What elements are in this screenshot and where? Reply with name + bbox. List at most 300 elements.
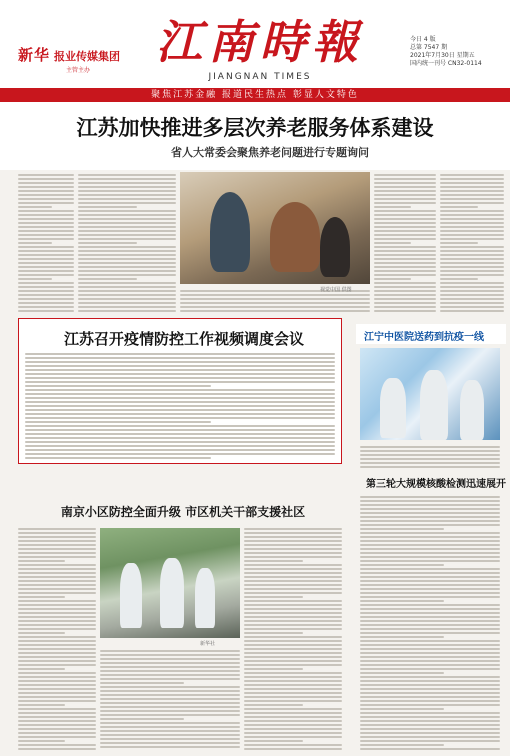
second-body-col3: [244, 526, 342, 750]
publisher-sub: 主管主办: [66, 67, 91, 74]
body-text-line: [244, 656, 342, 658]
body-text-line: [25, 437, 335, 439]
body-text-line: [360, 528, 444, 530]
body-text-line: [18, 624, 96, 626]
body-text-line: [78, 214, 176, 216]
body-text-line: [360, 680, 500, 682]
body-text-line: [360, 632, 500, 634]
body-text-line: [360, 692, 500, 694]
body-text-line: [100, 742, 240, 744]
body-text-line: [244, 720, 342, 722]
body-text-line: [78, 282, 176, 284]
body-text-line: [360, 628, 500, 630]
body-text-line: [440, 222, 504, 224]
body-text-line: [374, 274, 436, 276]
body-text-line: [18, 576, 96, 578]
body-text-line: [18, 302, 74, 304]
body-text-line: [360, 736, 500, 738]
body-text-line: [244, 716, 342, 718]
body-text-line: [244, 748, 342, 750]
body-text-line: [18, 306, 74, 308]
body-text-line: [360, 724, 500, 726]
body-text-line: [18, 246, 74, 248]
issue-date: 2021年7月30日 星期五: [410, 52, 475, 59]
body-text-line: [440, 290, 504, 292]
body-text-line: [440, 218, 504, 220]
newspaper-title-en: JIANGNAN TIMES: [208, 72, 312, 82]
community-photo: [100, 528, 240, 638]
body-text-line: [360, 660, 500, 662]
body-text-line: [440, 194, 504, 196]
body-text-line: [25, 353, 335, 355]
body-text-line: [78, 298, 176, 300]
body-text-line: [78, 278, 137, 280]
body-text-line: [25, 397, 335, 399]
body-text-line: [18, 238, 74, 240]
body-text-line: [244, 648, 342, 650]
body-text-line: [78, 286, 176, 288]
body-text-line: [360, 504, 500, 506]
body-text-line: [244, 644, 342, 646]
issue-code: 国内统一刊号 CN32-0114: [410, 60, 482, 67]
publisher-logo: [18, 44, 138, 74]
body-text-line: [25, 405, 335, 407]
body-text-line: [25, 425, 335, 427]
body-text-line: [18, 258, 74, 260]
body-text-line: [244, 640, 342, 642]
body-text-line: [374, 206, 411, 208]
body-text-line: [18, 696, 96, 698]
body-text-line: [360, 532, 500, 534]
body-text-line: [440, 190, 504, 192]
body-text-line: [78, 194, 176, 196]
body-text-line: [18, 748, 96, 750]
body-text-line: [100, 718, 184, 720]
body-text-line: [100, 714, 240, 716]
body-text-line: [18, 580, 96, 582]
body-text-line: [100, 746, 240, 748]
body-text-line: [360, 450, 500, 452]
body-text-line: [18, 712, 96, 714]
body-text-line: [18, 600, 96, 602]
body-text-line: [360, 620, 500, 622]
body-text-line: [360, 564, 444, 566]
body-text-line: [78, 230, 176, 232]
body-text-line: [100, 686, 240, 688]
body-text-line: [360, 712, 500, 714]
body-text-line: [18, 568, 96, 570]
second-body-col2: [100, 648, 240, 750]
body-text-line: [374, 198, 436, 200]
body-text-line: [18, 274, 74, 276]
body-text-line: [244, 596, 303, 598]
body-text-line: [244, 600, 342, 602]
body-text-line: [18, 664, 96, 666]
body-text-line: [440, 270, 504, 272]
body-text-line: [374, 250, 436, 252]
body-text-line: [360, 740, 500, 742]
body-text-line: [360, 720, 500, 722]
boxed-title[interactable]: 江苏召开疫情防控工作视频调度会议: [63, 330, 304, 348]
elderly-care-photo: [180, 172, 370, 284]
body-text-line: [244, 552, 342, 554]
body-text-line: [25, 393, 335, 395]
body-text-line: [100, 666, 240, 668]
body-text-line: [360, 580, 500, 582]
body-text-line: [18, 612, 96, 614]
body-text-line: [18, 628, 96, 630]
body-text-line: [18, 668, 65, 670]
body-text-line: [18, 222, 74, 224]
body-text-line: [78, 190, 176, 192]
body-text-line: [18, 648, 96, 650]
newspaper-title: 江南時報: [156, 15, 364, 69]
body-text-line: [360, 728, 500, 730]
body-text-line: [180, 302, 370, 304]
body-text-line: [100, 730, 240, 732]
body-text-line: [18, 174, 74, 176]
body-text-line: [374, 202, 436, 204]
side-article-2-title[interactable]: 第三轮大规模核酸检测迅速展开: [366, 479, 506, 490]
body-text-line: [360, 600, 444, 602]
body-text-line: [25, 369, 335, 371]
body-text-line: [18, 278, 52, 280]
body-text-line: [78, 266, 176, 268]
body-text-line: [374, 190, 436, 192]
body-text-line: [360, 688, 500, 690]
body-text-line: [18, 262, 74, 264]
body-text-line: [360, 656, 500, 658]
body-text-line: [244, 636, 342, 638]
body-text-line: [18, 560, 65, 562]
body-text-line: [18, 286, 74, 288]
body-text-line: [374, 218, 436, 220]
issue-number: 总第 7547 期: [410, 44, 448, 51]
body-text-line: [78, 206, 137, 208]
body-text-line: [360, 648, 500, 650]
lead-body-col4: [374, 172, 436, 312]
body-text-line: [25, 441, 335, 443]
body-text-line: [18, 708, 96, 710]
body-text-line: [440, 274, 504, 276]
body-text-line: [374, 266, 436, 268]
body-text-line: [18, 230, 74, 232]
body-text-line: [18, 684, 96, 686]
body-text-line: [100, 734, 240, 736]
body-text-line: [374, 194, 436, 196]
body-text-line: [360, 572, 500, 574]
body-text-line: [18, 584, 96, 586]
body-text-line: [25, 429, 335, 431]
body-text-line: [18, 704, 65, 706]
body-text-line: [18, 528, 96, 530]
body-text-line: [100, 682, 184, 684]
body-text-line: [360, 684, 500, 686]
body-text-line: [18, 294, 74, 296]
body-text-line: [440, 254, 504, 256]
body-text-line: [360, 524, 500, 526]
body-text-line: [360, 696, 500, 698]
body-text-line: [78, 226, 176, 228]
body-text-line: [374, 178, 436, 180]
body-text-line: [360, 592, 500, 594]
body-text-line: [244, 664, 342, 666]
body-text-line: [360, 560, 500, 562]
body-text-line: [18, 596, 65, 598]
body-text-line: [360, 704, 500, 706]
body-text-line: [18, 556, 96, 558]
body-text-line: [440, 302, 504, 304]
body-text-line: [78, 302, 176, 304]
body-text-line: [18, 636, 96, 638]
body-text-line: [440, 178, 504, 180]
body-text-line: [440, 210, 504, 212]
body-text-line: [440, 278, 478, 280]
body-text-line: [100, 674, 240, 676]
boxed-article: [18, 318, 342, 464]
body-text-line: [244, 532, 342, 534]
issue-pages: 今日 4 版: [410, 36, 436, 43]
body-text-line: [18, 310, 74, 312]
body-text-line: [78, 306, 176, 308]
lead-title[interactable]: 江苏加快推进多层次养老服务体系建设: [76, 115, 434, 140]
body-text-line: [374, 242, 411, 244]
body-text-line: [374, 182, 436, 184]
body-text-line: [374, 302, 436, 304]
body-text-line: [244, 580, 342, 582]
body-text-line: [18, 254, 74, 256]
body-text-line: [360, 446, 500, 448]
body-text-line: [18, 198, 74, 200]
body-text-line: [360, 708, 444, 710]
body-text-line: [25, 381, 335, 383]
body-text-line: [100, 670, 240, 672]
body-text-line: [360, 604, 500, 606]
body-text-line: [244, 680, 342, 682]
body-text-line: [18, 206, 52, 208]
body-text-line: [18, 652, 96, 654]
body-text-line: [18, 234, 74, 236]
body-text-line: [374, 226, 436, 228]
body-text-line: [360, 640, 500, 642]
body-text-line: [244, 564, 342, 566]
body-text-line: [78, 258, 176, 260]
body-text-line: [360, 644, 500, 646]
body-text-line: [78, 310, 176, 312]
body-text-line: [18, 194, 74, 196]
body-text-line: [18, 572, 96, 574]
body-text-line: [100, 722, 240, 724]
body-text-line: [78, 290, 176, 292]
body-text-line: [18, 266, 74, 268]
body-text-line: [18, 620, 96, 622]
body-text-line: [18, 688, 96, 690]
body-text-line: [244, 700, 342, 702]
body-text-line: [360, 520, 500, 522]
body-text-line: [360, 716, 500, 718]
body-text-line: [244, 612, 342, 614]
body-text-line: [244, 544, 342, 546]
side-article-1-body: [360, 444, 500, 468]
body-text-line: [374, 186, 436, 188]
hospital-photo: [360, 348, 500, 440]
body-text-line: [440, 266, 504, 268]
body-text-line: [440, 230, 504, 232]
body-text-line: [180, 298, 370, 300]
body-text-line: [25, 357, 335, 359]
body-text-line: [374, 282, 436, 284]
body-text-line: [18, 720, 96, 722]
body-text-line: [244, 688, 342, 690]
body-text-line: [18, 744, 96, 746]
body-text-line: [25, 377, 335, 379]
body-text-line: [18, 592, 96, 594]
body-text-line: [244, 652, 342, 654]
body-text-line: [78, 218, 176, 220]
body-text-line: [78, 198, 176, 200]
body-text-line: [360, 458, 500, 460]
second-title[interactable]: 南京小区防控全面升级 市区机关干部支援社区: [60, 505, 306, 519]
body-text-line: [78, 254, 176, 256]
second-headline-area: [18, 500, 342, 522]
body-text-line: [440, 182, 504, 184]
body-text-line: [100, 726, 240, 728]
body-text-line: [440, 310, 504, 312]
body-text-line: [360, 596, 500, 598]
body-text-line: [374, 294, 436, 296]
body-text-line: [100, 702, 240, 704]
body-text-line: [244, 684, 342, 686]
body-text-line: [25, 413, 335, 415]
body-text-line: [18, 616, 96, 618]
body-text-line: [360, 668, 500, 670]
body-text-line: [360, 608, 500, 610]
body-text-line: [440, 186, 504, 188]
body-text-line: [440, 198, 504, 200]
body-text-line: [78, 174, 176, 176]
body-text-line: [440, 306, 504, 308]
body-text-line: [360, 544, 500, 546]
body-text-line: [360, 676, 500, 678]
side-article-1-title[interactable]: 江宁中医院送药到抗疫一线: [364, 332, 484, 343]
publisher-logo-mark: 新华: [18, 46, 51, 64]
body-text-line: [18, 250, 74, 252]
body-text-line: [18, 700, 96, 702]
body-text-line: [100, 706, 240, 708]
body-text-line: [100, 694, 240, 696]
body-text-line: [78, 238, 176, 240]
body-text-line: [100, 738, 240, 740]
body-text-line: [18, 632, 65, 634]
body-text-line: [25, 373, 335, 375]
lead-body-col1: [18, 172, 74, 312]
body-text-line: [440, 250, 504, 252]
lead-body-col5: [440, 172, 504, 312]
body-text-line: [78, 210, 176, 212]
body-text-line: [374, 286, 436, 288]
body-text-line: [18, 242, 52, 244]
lead-headline-area: [0, 102, 510, 170]
body-text-line: [25, 433, 335, 435]
body-text-line: [18, 218, 74, 220]
body-text-line: [18, 210, 74, 212]
body-text-line: [244, 724, 342, 726]
body-text-line: [244, 572, 342, 574]
body-text-line: [18, 728, 96, 730]
side-article-1-head: [356, 324, 506, 344]
body-text-line: [360, 508, 500, 510]
body-text-line: [18, 680, 96, 682]
body-text-line: [244, 528, 342, 530]
body-text-line: [244, 608, 342, 610]
body-text-line: [360, 748, 500, 750]
body-text-line: [360, 540, 500, 542]
body-text-line: [244, 540, 342, 542]
body-text-line: [244, 740, 303, 742]
body-text-line: [244, 592, 342, 594]
body-text-line: [360, 548, 500, 550]
body-text-line: [78, 262, 176, 264]
body-text-line: [244, 660, 342, 662]
body-text-line: [18, 536, 96, 538]
body-text-line: [360, 556, 500, 558]
masthead: [0, 0, 510, 90]
body-text-line: [360, 500, 500, 502]
body-text-line: [78, 242, 137, 244]
body-text-line: [374, 290, 436, 292]
body-text-line: [374, 270, 436, 272]
body-text-line: [244, 576, 342, 578]
body-text-line: [18, 732, 96, 734]
photo3-caption: 新华社: [200, 641, 216, 647]
body-text-line: [100, 710, 240, 712]
body-text-line: [244, 536, 342, 538]
body-text-line: [18, 608, 96, 610]
body-text-line: [374, 278, 411, 280]
body-text-line: [374, 210, 436, 212]
body-text-line: [374, 254, 436, 256]
body-text-line: [244, 616, 342, 618]
body-text-line: [25, 449, 335, 451]
body-text-line: [25, 445, 335, 447]
boxed-body: [25, 351, 335, 459]
body-text-line: [360, 672, 444, 674]
body-text-line: [18, 270, 74, 272]
body-text-line: [78, 234, 176, 236]
body-text-line: [360, 732, 500, 734]
body-text-line: [244, 632, 303, 634]
body-text-line: [374, 174, 436, 176]
side-article-2-head: [356, 472, 506, 490]
body-text-line: [374, 214, 436, 216]
body-text-line: [244, 728, 342, 730]
body-text-line: [244, 708, 342, 710]
body-text-line: [360, 536, 500, 538]
side-article-2-body: [360, 494, 500, 750]
body-text-line: [440, 282, 504, 284]
body-text-line: [18, 186, 74, 188]
body-text-line: [25, 421, 211, 423]
body-text-line: [18, 692, 96, 694]
body-text-line: [78, 222, 176, 224]
body-text-line: [374, 230, 436, 232]
body-text-line: [244, 668, 303, 670]
body-text-line: [440, 262, 504, 264]
body-text-line: [374, 306, 436, 308]
body-text-line: [360, 462, 500, 464]
body-text-line: [360, 744, 444, 746]
body-text-line: [180, 294, 370, 296]
